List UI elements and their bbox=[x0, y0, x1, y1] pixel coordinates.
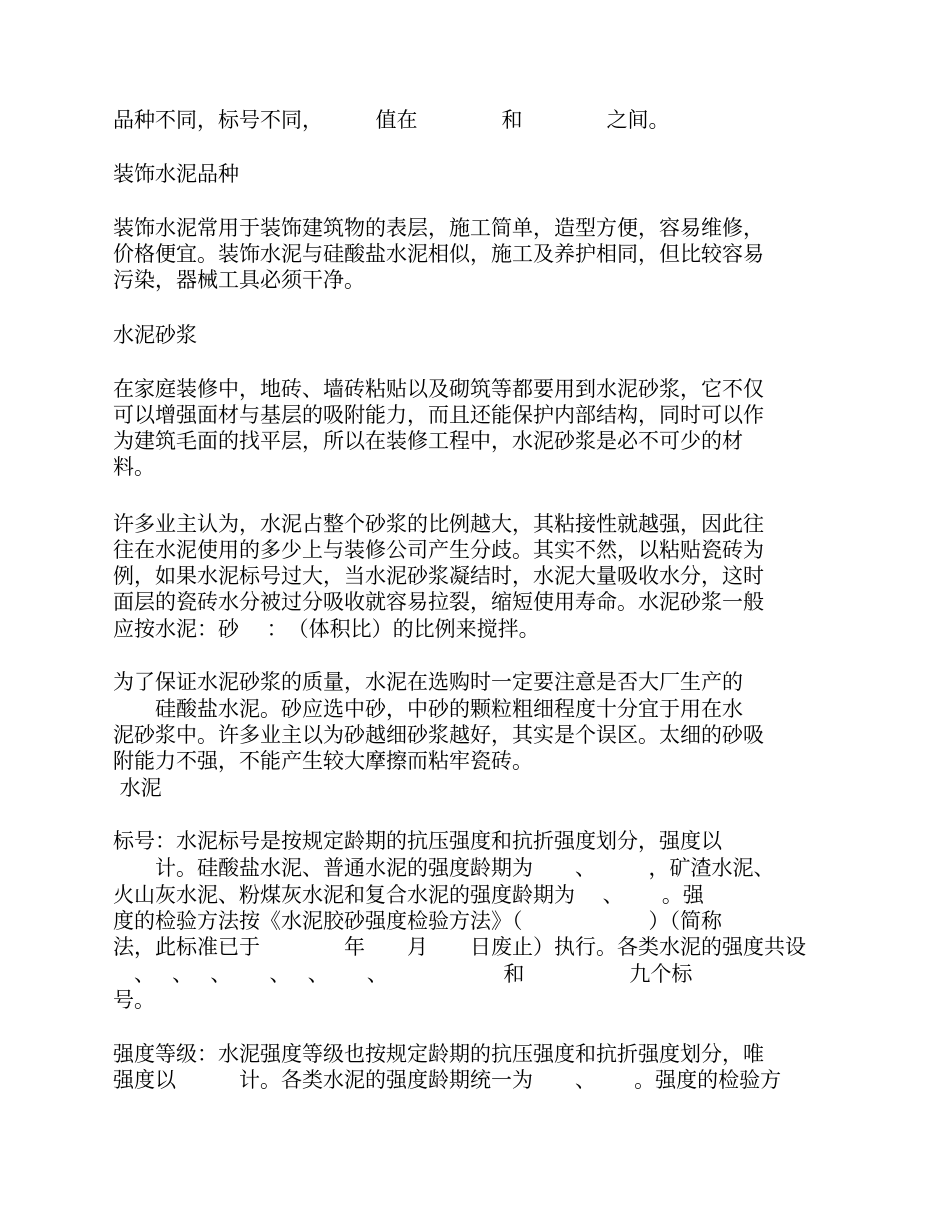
text-line: 装饰水泥常用于装饰建筑物的表层，施工简单，造型方便，容易维修， bbox=[113, 216, 764, 240]
text-line: 许多业主认为，水泥占整个砂浆的比例越大，其粘接性就越强，因此往 bbox=[113, 512, 764, 536]
text-line: 往在水泥使用的多少上与装修公司产生分歧。其实不然，以粘贴瓷砖为 bbox=[113, 538, 764, 562]
text-line: 可以增强面材与基层的吸附能力，而且还能保护内部结构，同时可以作 bbox=[113, 403, 764, 427]
text-line: 为了保证水泥砂浆的质量，水泥在选购时一定要注意是否大厂生产的 bbox=[113, 670, 743, 694]
text-line: 品种不同，标号不同， 值在 和 之间。 bbox=[113, 108, 670, 132]
text-line: 、 、 、 、 、 、 和 九个标 bbox=[113, 962, 693, 986]
text-line: 泥砂浆中。许多业主以为砂越细砂浆越好，其实是个误区。太细的砂吸 bbox=[113, 723, 764, 747]
text-line: 价格便宜。装饰水泥与硅酸盐水泥相似，施工及养护相同，但比较容易 bbox=[113, 242, 764, 266]
heading-decorative-cement-types: 装饰水泥品种 bbox=[113, 162, 239, 186]
text-line: 料。 bbox=[113, 455, 155, 479]
text-line: 应按水泥：砂 ： （体积比）的比例来搅拌。 bbox=[113, 617, 540, 641]
heading-cement-mortar: 水泥砂浆 bbox=[113, 323, 197, 347]
text-line: 强度以 计。各类水泥的强度龄期统一为 、 。强度的检验方 bbox=[113, 1068, 782, 1092]
text-line: 面层的瓷砖水分被过分吸收就容易拉裂，缩短使用寿命。水泥砂浆一般 bbox=[113, 590, 764, 614]
text-line: 法，此标准已于 年 月 日废止）执行。各类水泥的强度共设 bbox=[113, 935, 806, 959]
text-line: 度的检验方法按《水泥胶砂强度检验方法》（ ）（简称 bbox=[113, 909, 722, 933]
text-line: 污染，器械工具必须干净。 bbox=[113, 268, 365, 292]
text-line: 强度等级：水泥强度等级也按规定龄期的抗压强度和抗折强度划分，唯 bbox=[113, 1042, 764, 1066]
text-line: 例，如果水泥标号过大，当水泥砂浆凝结时，水泥大量吸收水分，这时 bbox=[113, 564, 764, 588]
text-line: 计。硅酸盐水泥、普通水泥的强度龄期为 、 ，矿渣水泥、 bbox=[113, 856, 775, 880]
text-line: 附能力不强，不能产生较大摩擦而粘牢瓷砖。 bbox=[113, 749, 533, 773]
text-line: 号。 bbox=[113, 988, 155, 1012]
text-line: 为建筑毛面的找平层，所以在装修工程中，水泥砂浆是必不可少的材 bbox=[113, 429, 743, 453]
text-line: 在家庭装修中，地砖、墙砖粘贴以及砌筑等都要用到水泥砂浆，它不仅 bbox=[113, 377, 764, 401]
text-line: 火山灰水泥、粉煤灰水泥和复合水泥的强度龄期为 、 。强 bbox=[113, 883, 704, 907]
text-line: 硅酸盐水泥。砂应选中砂，中砂的颗粒粗细程度十分宜于用在水 bbox=[113, 697, 743, 721]
text-line: 标号：水泥标号是按规定龄期的抗压强度和抗折强度划分，强度以 bbox=[113, 829, 722, 853]
heading-cement: 水泥 bbox=[113, 776, 162, 800]
